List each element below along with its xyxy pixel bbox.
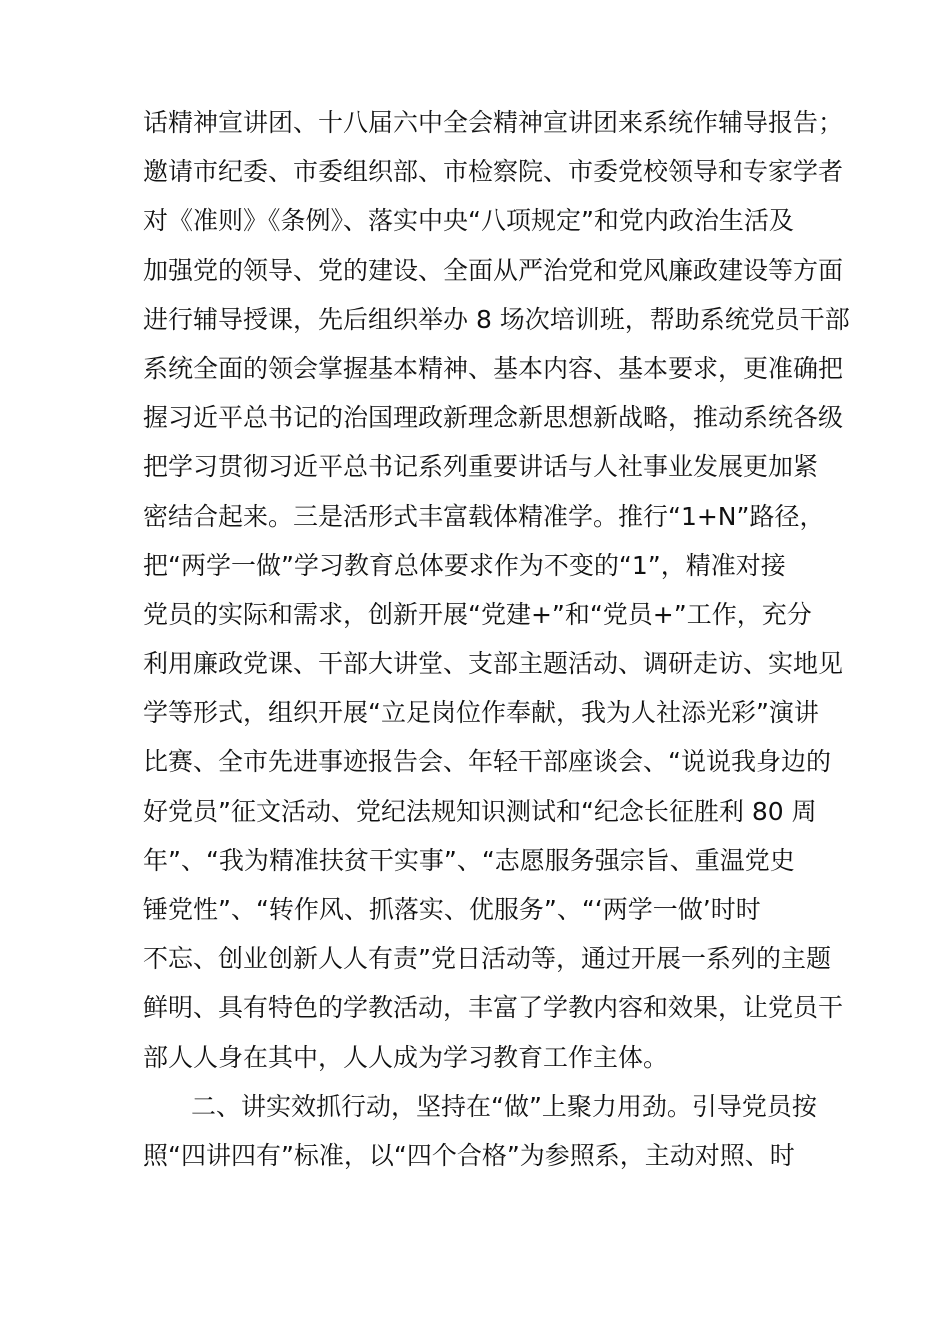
- text-line-19: 鲜明、具有特色的学教活动，丰富了学教内容和效果，让党员干: [143, 993, 844, 1023]
- text-line-3: 对《准则》《条例》、落实中央“八项规定”和党内政治生活及: [143, 206, 794, 236]
- text-line-2: 邀请市纪委、市委组织部、市检察院、市委党校领导和专家学者: [143, 157, 844, 187]
- text-line-10: 把“两学一做”学习教育总体要求作为不变的“1”，精准对接: [143, 550, 786, 580]
- text-line-16: 年”、“我为精准扶贫干实事”、“志愿服务强宗旨、重温党史: [143, 845, 795, 875]
- text-line-13: 学等形式，组织开展“立足岗位作奉献，我为人社添光彩”演讲: [143, 698, 819, 728]
- text-line-7: 握习近平总书记的治国理政新理念新思想新战略，推动系统各级: [143, 403, 844, 433]
- text-line-14: 比赛、全市先进事迹报告会、年轻干部座谈会、“说说我身边的: [143, 747, 831, 777]
- text-line-20: 部人人身在其中，人人成为学习教育工作主体。: [143, 1042, 669, 1072]
- text-line-6: 系统全面的领会掌握基本精神、基本内容、基本要求，更准确把: [143, 353, 844, 383]
- text-line-1: 话精神宣讲团、十八届六中全会精神宣讲团来系统作辅导报告；: [143, 108, 844, 137]
- text-line-5: 进行辅导授课，先后组织举办 8 场次培训班，帮助系统党员干部: [143, 304, 850, 334]
- text-line-11: 党员的实际和需求，创新开展“党建+”和“党员+”工作，充分: [143, 599, 812, 629]
- text-line-18: 不忘、创业创新人人有责”党日活动等，通过开展一系列的主题: [143, 944, 831, 974]
- text-line-4: 加强党的领导、党的建设、全面从严治党和党风廉政建设等方面: [143, 255, 844, 285]
- text-line-12: 利用廉政党课、干部大讲堂、支部主题活动、调研走访、实地见: [143, 649, 844, 679]
- text-line-21: 二、讲实效抓行动，坚持在“做”上聚力用劲。引导党员按: [191, 1091, 817, 1121]
- text-line-9: 密结合起来。三是活形式丰富载体精准学。推行“1+N”路径，: [143, 501, 825, 531]
- text-line-17: 锤党性”、“转作风、抓落实、优服务”、“‘两学一做’时时: [143, 895, 761, 924]
- text-line-22: 照“四讲四有”标准，以“四个合格”为参照系，主动对照、时: [143, 1140, 795, 1170]
- text-line-8: 把学习贯彻习近平总书记系列重要讲话与人社事业发展更加紧: [143, 452, 819, 482]
- text-line-15: 好党员”征文活动、党纪法规知识测试和“纪念长征胜利 80 周: [143, 796, 817, 826]
- body-text: [143, 98, 850, 1180]
